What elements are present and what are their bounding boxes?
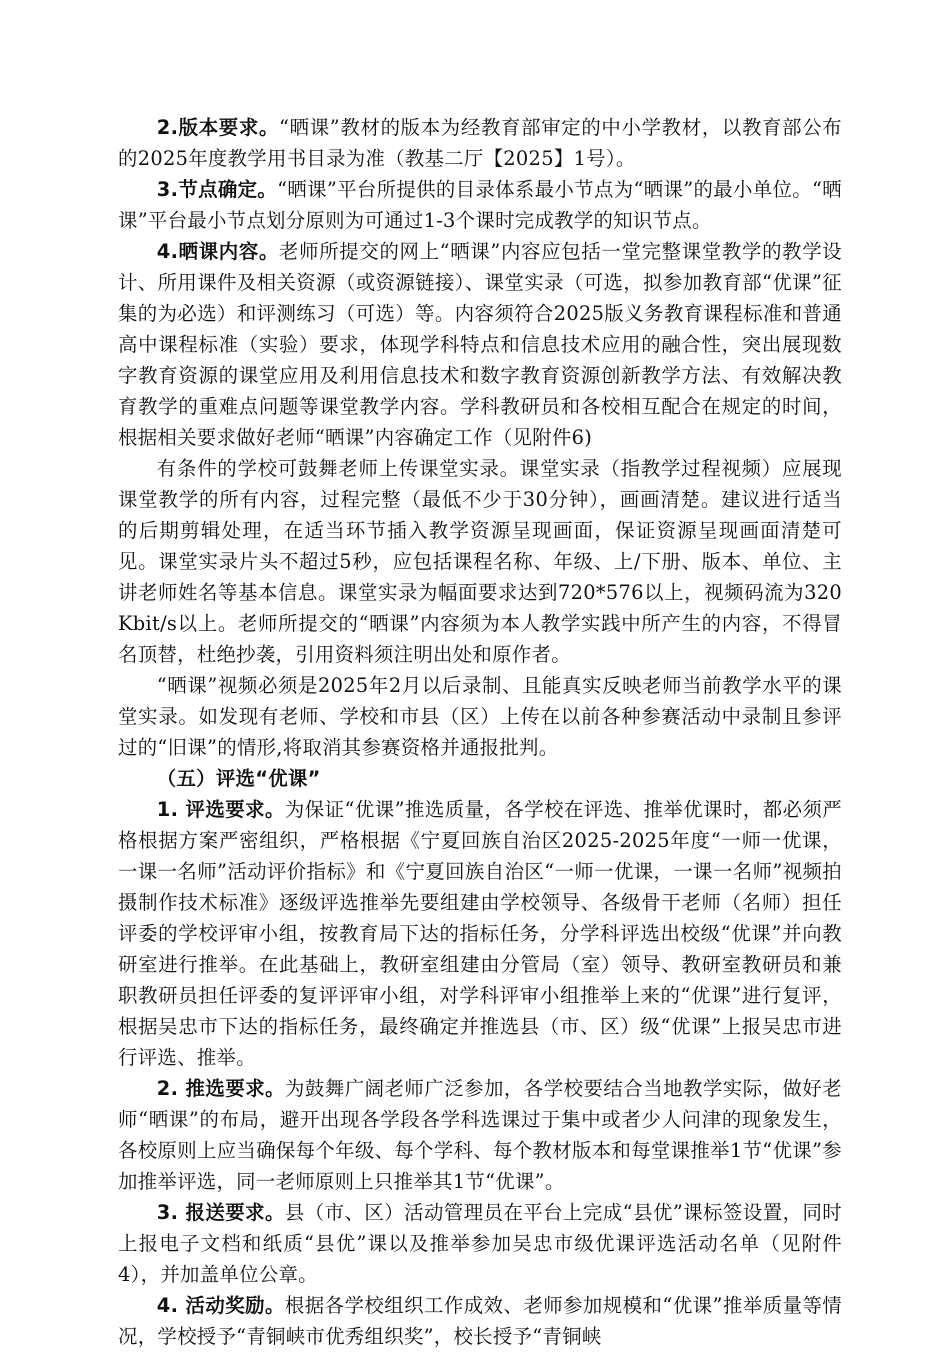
paragraph-text: 为鼓舞广阔老师广泛参加，各学校要结合当地教学实际，做好老师“晒课”的布局，避开出现各学段各学科选课过于集中或者少人问津的现象发生，各校原则上应当确保每个年级、每个学科、每个教材版本和每堂课推举1节“优课”参加推举评选，同一老师原则上只推举其1节“优课”。 <box>118 1077 842 1193</box>
paragraph-activity-awards <box>118 1290 842 1352</box>
paragraph-heading: 4. 活动奖励。 <box>156 1294 285 1317</box>
paragraph-heading: 2. 推选要求。 <box>156 1077 286 1100</box>
paragraph-text: 为保证“优课”推选质量，各学校在评选、推举优课时，都必须严格根据方案严密组织，严格根据《宁夏回族自治区2025-2025年度“一师一优课， 一课一名师”活动评价指标》和《宁夏回族自治区“一师一优课，一课一名师”视频拍摄制作技术标准》逐级评选推举先要组建由学校领导、各级骨干老师（名师）担任评委的学校评审小组，按教育局下达的指标任务，分学科评选出校级“优课”并向教研室进行推举。在此基础上，教研室组建由分管局（室）领导、教研室教研员和兼职教研员担任评委的复评评审小组，对学科评审小组推举上来的“优课”进行复评，根据吴忠市下达的指标任务，最终确定并推选县（市、区）级“优课”上报吴忠市进行评选、推举。 <box>118 798 843 1069</box>
section-title-select-best-lessons <box>118 763 842 794</box>
paragraph-text: 有条件的学校可鼓舞老师上传课堂实录。课堂实录（指教学过程视频）应展现课堂教学的所有内容，过程完整（最低不少于30分钟），画画清楚。建议进行适当的后期剪辑处理，在适当环节插入教学资源呈现画面，保证资源呈现画面清楚可见。课堂实录片头不超过5秒，应包括课程名称、年级、上/下册、版本、单位、主讲老师姓名等基本信息。课堂实录为幅面要求达到720*576以上，视频码流为320Kbit/s以上。老师所提交的“晒课”内容须为本人教学实践中所产生的内容，不得冒名顶替，杜绝抄袭，引用资料须注明出处和原作者。 <box>118 457 842 666</box>
paragraph-version-requirement <box>118 112 842 174</box>
paragraph-text: 老师所提交的网上“晒课”内容应包括一堂完整课堂教学的教学设计、所用课件及相关资源（或资源链接）、课堂实录（可选，拟参加教育部“优课”征集的为必选）和评测练习（可选）等。内容须符合2025版义务教育课程标准和普通高中课程标准（实验）要求，体现学科特点和信息技术应用的融合性，突出展现数字教育资源的课堂应用及利用信息技术和数字教育资源创新教学方法、有效解决教育教学的重难点问题等课堂教学内容。学科教研员和各校相互配合在规定的时间，根据相关要求做好老师“晒课”内容确定工作（见附件6) <box>118 240 842 449</box>
paragraph-heading: 3.节点确定。 <box>156 178 278 201</box>
paragraph-text: “晒课”平台所提供的目录体系最小节点为“晒课”的最小单位。“晒课”平台最小节点划分原则为可通过1-3个课时完成教学的知识节点。 <box>118 178 842 232</box>
paragraph-heading: 2.版本要求。 <box>156 116 280 139</box>
paragraph-heading: 1. 评选要求。 <box>156 798 285 821</box>
paragraph-text: 县（市、区）活动管理员在平台上完成“县优”课标签设置，同时上报电子文档和纸质“县优”课以及推举参加吴忠市级优课评选活动名单（见附件4），并加盖单位公章。 <box>118 1201 843 1286</box>
paragraph-text: “晒课”视频必须是2025年2月以后录制、且能真实反映老师当前教学水平的课堂实录。如发现有老师、学校和市县（区）上传在以前各种参赛活动中录制且参评过的“旧课”的情形,将取消其参赛资格并通报批判。 <box>118 674 842 759</box>
paragraph-lesson-content <box>118 236 842 453</box>
section-title-text: （五）评选“优课” <box>156 767 321 790</box>
paragraph-node-definition <box>118 174 842 236</box>
paragraph-classroom-recording <box>118 453 842 670</box>
paragraph-heading: 4.晒课内容。 <box>156 240 280 263</box>
paragraph-video-requirement <box>118 670 842 763</box>
paragraph-text: “晒课”教材的版本为经教育部审定的中小学教材，以教育部公布的2025年度教学用书目录为准（教基二厅【2025】1号）。 <box>118 116 842 170</box>
document-body <box>118 112 842 1352</box>
paragraph-selection-requirement <box>118 794 842 1073</box>
paragraph-text: 根据各学校组织工作成效、老师参加规模和“优课”推举质量等情况，学校授予“青铜峡市优秀组织奖”，校长授予“青铜峡 <box>118 1294 843 1348</box>
paragraph-submission-requirement <box>118 1197 842 1290</box>
paragraph-heading: 3. 报送要求。 <box>156 1201 285 1224</box>
paragraph-recommendation-requirement <box>118 1073 842 1197</box>
